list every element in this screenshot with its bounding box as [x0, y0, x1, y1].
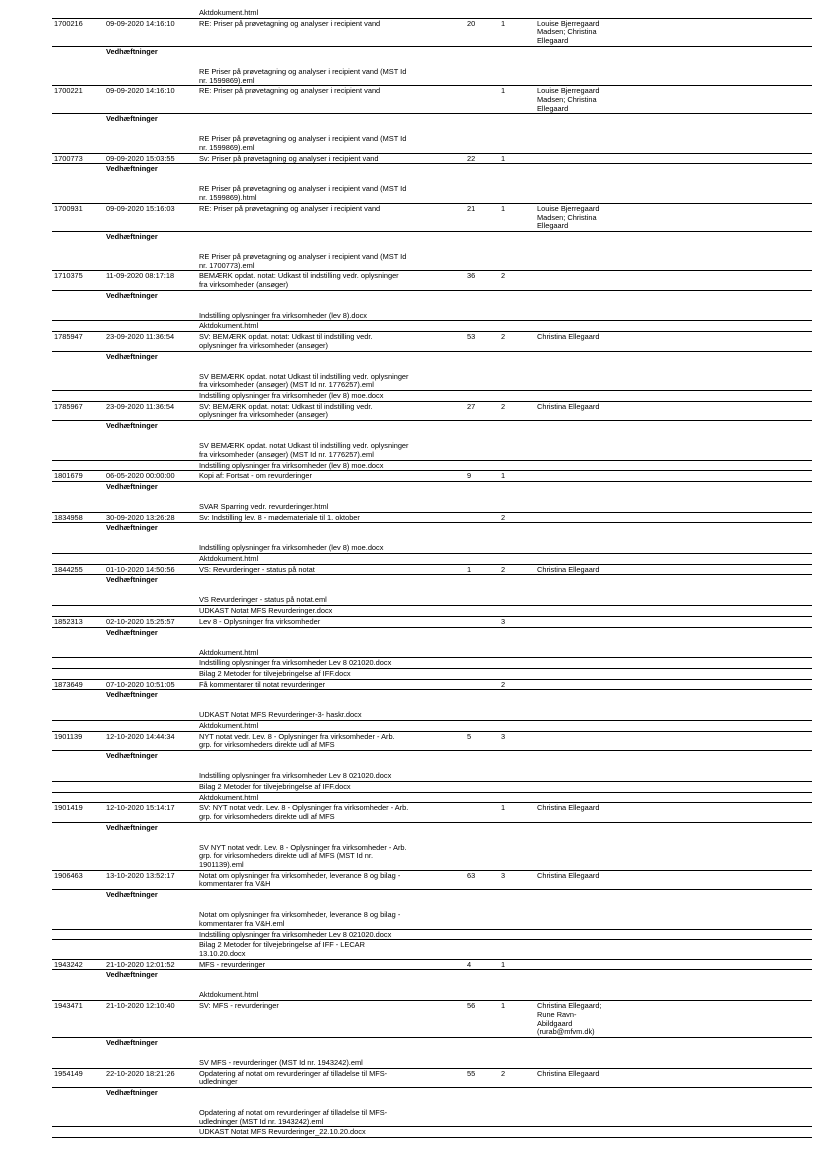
document-subject: RE: Priser på prøvetagning og analyser i recipient vand — [197, 18, 465, 46]
document-status: 2 — [499, 564, 535, 575]
document-id: 1901419 — [52, 803, 104, 822]
spacer-row — [52, 301, 812, 311]
attachments-header-row — [52, 627, 812, 638]
document-recipient: Christina Ellegaard — [535, 401, 812, 420]
document-date: 01-10-2020 14:50:56 — [104, 564, 197, 575]
document-count: 4 — [465, 959, 499, 970]
spacer-row — [52, 242, 812, 252]
document-status: 3 — [499, 870, 535, 889]
attachment-name: Indstilling oplysninger fra virksomheder (lev 8).docx — [199, 310, 368, 320]
attachment-row — [52, 502, 812, 512]
attachments-header-row — [52, 421, 812, 432]
document-row — [52, 401, 812, 420]
attachment-name: Aktdokument.html — [197, 554, 465, 565]
document-subject: NYT notat vedr. Lev. 8 - Oplysninger fra virksomheder - Arb. grp. for virksomheders direkte udl af MFS — [197, 731, 465, 750]
document-count: 36 — [465, 271, 499, 290]
document-count: 21 — [465, 203, 499, 231]
attachment-row — [52, 668, 812, 679]
document-row — [52, 1001, 812, 1038]
attachments-label: Vedhæftninger — [104, 575, 197, 586]
attachments-header-row — [52, 690, 812, 701]
attachments-header-row — [52, 1088, 812, 1099]
document-subject: Få kommentarer til notat revurderinger — [197, 679, 465, 690]
document-subject: RE: Priser på prøvetagning og analyser i recipient vand — [197, 203, 465, 231]
document-id: 1785947 — [52, 332, 104, 351]
document-id: 1700931 — [52, 203, 104, 231]
document-row — [52, 731, 812, 750]
attachments-label: Vedhæftninger — [104, 822, 197, 833]
document-date: 21-10-2020 12:01:52 — [104, 959, 197, 970]
attachment-name: RE Priser på prøvetagning og analyser i recipient vand (MST Id nr. 1700773).eml — [199, 251, 407, 270]
document-row — [52, 616, 812, 627]
spacer-row — [52, 900, 812, 910]
leading-attachment-row — [52, 8, 812, 18]
document-recipient — [535, 512, 812, 523]
spacer-row — [52, 638, 812, 648]
attachments-label: Vedhæftninger — [104, 523, 197, 534]
spacer-row — [52, 761, 812, 771]
attachment-row — [52, 1058, 812, 1068]
document-count — [465, 616, 499, 627]
document-date: 30-09-2020 13:26:28 — [104, 512, 197, 523]
document-date: 09-09-2020 15:03:55 — [104, 153, 197, 164]
document-recipient: Christina Ellegaard — [535, 803, 812, 822]
attachments-label: Vedhæftninger — [104, 970, 197, 981]
document-date: 06-05-2020 00:00:00 — [104, 471, 197, 482]
attachment-row — [52, 606, 812, 617]
attachments-label: Vedhæftninger — [104, 351, 197, 362]
document-date: 13-10-2020 13:52:17 — [104, 870, 197, 889]
spacer-row — [52, 700, 812, 710]
attachment-row — [52, 710, 812, 720]
document-date: 09-09-2020 14:16:10 — [104, 86, 197, 114]
attachment-row — [52, 648, 812, 658]
document-recipient — [535, 471, 812, 482]
document-date: 11-09-2020 08:17:18 — [104, 271, 197, 290]
attachments-label: Vedhæftninger — [104, 290, 197, 301]
attachment-row — [52, 658, 812, 669]
attachment-name: Aktdokument.html — [197, 721, 465, 732]
document-status: 2 — [499, 512, 535, 523]
document-date: 22-10-2020 18:21:26 — [104, 1068, 197, 1087]
attachment-name: UDKAST Notat MFS Revurderinger.docx — [197, 606, 465, 617]
document-recipient — [535, 679, 812, 690]
attachment-row — [52, 843, 812, 871]
attachment-row — [52, 771, 812, 781]
attachments-header-row — [52, 575, 812, 586]
document-subject: SV: NYT notat vedr. Lev. 8 - Oplysninger fra virksomheder - Arb. grp. for virksomheders direkte udl af MFS — [197, 803, 465, 822]
attachment-row — [52, 134, 812, 153]
document-id: 1700221 — [52, 86, 104, 114]
attachment-row — [52, 441, 812, 460]
document-date: 21-10-2020 12:10:40 — [104, 1001, 197, 1038]
document-subject: Opdatering af notat om revurderinger af tilladelse til MFS- udledninger — [197, 1068, 465, 1087]
attachments-label: Vedhæftninger — [104, 231, 197, 242]
document-row — [52, 471, 812, 482]
attachment-name: RE Priser på prøvetagning og analyser i recipient vand (MST Id nr. 1599869).eml — [199, 134, 407, 153]
document-row — [52, 870, 812, 889]
spacer-row — [52, 57, 812, 67]
attachment-row — [52, 252, 812, 271]
attachment-name: Bilag 2 Metoder for tilvejebringelse af IFF.docx — [197, 668, 465, 679]
document-row — [52, 1068, 812, 1087]
document-count: 27 — [465, 401, 499, 420]
document-date: 09-09-2020 14:16:10 — [104, 18, 197, 46]
document-subject: Lev 8 - Oplysninger fra virksomheder — [197, 616, 465, 627]
attachment-name: Aktdokument.html — [199, 647, 259, 657]
document-id: 1834958 — [52, 512, 104, 523]
attachment-row — [52, 595, 812, 605]
document-subject: SV: BEMÆRK opdat. notat: Udkast til indstilling vedr. oplysninger fra virksomheder (ansøger) — [197, 332, 465, 351]
document-status: 2 — [499, 271, 535, 290]
document-subject: Sv: Indstilling lev. 8 - mødemateriale til 1. oktober — [197, 512, 465, 523]
attachments-header-row — [52, 481, 812, 492]
document-count — [465, 512, 499, 523]
attachments-label: Vedhæftninger — [104, 627, 197, 638]
document-subject: BEMÆRK opdat. notat: Udkast til indstilling vedr. oplysninger fra virksomheder (ansøger) — [197, 271, 465, 290]
attachments-header-row — [52, 351, 812, 362]
attachments-label: Vedhæftninger — [104, 890, 197, 901]
spacer-row — [52, 362, 812, 372]
spacer-row — [52, 833, 812, 843]
spacer-row — [52, 533, 812, 543]
attachments-label: Vedhæftninger — [104, 690, 197, 701]
attachments-header-row — [52, 164, 812, 175]
document-row — [52, 679, 812, 690]
document-id: 1710375 — [52, 271, 104, 290]
document-date: 07-10-2020 10:51:05 — [104, 679, 197, 690]
attachment-row — [52, 940, 812, 959]
document-recipient — [535, 959, 812, 970]
document-row — [52, 803, 812, 822]
document-count: 5 — [465, 731, 499, 750]
attachment-name: Notat om oplysninger fra virksomheder, leverance 8 og bilag - kommentarer fra V&H.eml — [199, 910, 401, 928]
document-recipient: Christina Ellegaard — [535, 870, 812, 889]
attachment-row — [52, 311, 812, 321]
attachment-row — [52, 1127, 812, 1138]
document-count: 22 — [465, 153, 499, 164]
attachment-name: RE Priser på prøvetagning og analyser i recipient vand (MST Id nr. 1599869).html — [199, 184, 407, 203]
document-status: 3 — [499, 731, 535, 750]
document-status: 1 — [499, 803, 535, 822]
attachment-row — [52, 929, 812, 940]
attachment-row — [52, 372, 812, 391]
attachments-header-row — [52, 1037, 812, 1048]
attachment-row — [52, 792, 812, 803]
document-row — [52, 271, 812, 290]
attachment-name: Aktdokument.html — [197, 321, 465, 332]
attachment-row — [52, 990, 812, 1000]
document-id: 1901139 — [52, 731, 104, 750]
document-id: 1785967 — [52, 401, 104, 420]
document-id: 1700216 — [52, 18, 104, 46]
attachments-label: Vedhæftninger — [104, 481, 197, 492]
document-status: 2 — [499, 332, 535, 351]
document-status: 1 — [499, 471, 535, 482]
attachment-name: Opdatering af notat om revurderinger af tilladelse til MFS- udledninger (MST Id nr. 1943242).eml — [199, 1108, 388, 1126]
document-date: 12-10-2020 14:44:34 — [104, 731, 197, 750]
document-count: 63 — [465, 870, 499, 889]
attachment-name: UDKAST Notat MFS Revurderinger_22.10.20.docx — [197, 1127, 465, 1138]
document-date: 23-09-2020 11:36:54 — [104, 332, 197, 351]
attachment-name: Aktdokument.html — [197, 792, 465, 803]
attachment-name: UDKAST Notat MFS Revurderinger-3- haskr.docx — [199, 710, 362, 720]
document-recipient: Louise Bjerregaard Madsen; Christina Ellegaard — [535, 203, 812, 231]
attachment-name: Indstilling oplysninger fra virksomheder Lev 8 021020.docx — [199, 771, 392, 781]
attachments-header-row — [52, 822, 812, 833]
attachments-label: Vedhæftninger — [104, 1088, 197, 1099]
attachment-name: Indstilling oplysninger fra virksomheder (lev 8) moe.docx — [197, 390, 465, 401]
document-subject: VS: Revurderinger - status på notat — [197, 564, 465, 575]
attachments-label: Vedhæftninger — [104, 164, 197, 175]
document-id: 1700773 — [52, 153, 104, 164]
attachment-name: Indstilling oplysninger fra virksomheder Lev 8 021020.docx — [197, 658, 465, 669]
attachments-header-row — [52, 751, 812, 762]
document-count — [465, 803, 499, 822]
document-recipient: Christina Ellegaard — [535, 1068, 812, 1087]
attachments-header-row — [52, 114, 812, 125]
document-row — [52, 512, 812, 523]
document-id: 1943242 — [52, 959, 104, 970]
document-subject: Sv: Priser på prøvetagning og analyser i recipient vand — [197, 153, 465, 164]
attachment-name: Indstilling oplysninger fra virksomheder Lev 8 021020.docx — [197, 929, 465, 940]
document-date: 02-10-2020 15:25:57 — [104, 616, 197, 627]
attachment-name: SV MFS - revurderinger (MST Id nr. 1943242).eml — [199, 1057, 363, 1067]
document-status: 2 — [499, 1068, 535, 1087]
attachment-name: SV NYT notat vedr. Lev. 8 - Oplysninger fra virksomheder - Arb. grp. for virksomheders direkte udl af MFS (MST Id nr. 1901139).eml — [199, 842, 407, 870]
attachments-label: Vedhæftninger — [104, 751, 197, 762]
attachments-label: Vedhæftninger — [104, 1037, 197, 1048]
attachment-name: Indstilling oplysninger fra virksomheder (lev 8) moe.docx — [199, 543, 384, 553]
document-date: 09-09-2020 15:16:03 — [104, 203, 197, 231]
spacer-row — [52, 1048, 812, 1058]
document-status: 2 — [499, 679, 535, 690]
attachments-header-row — [52, 970, 812, 981]
attachment-name: RE Priser på prøvetagning og analyser i recipient vand (MST Id nr. 1599869).eml — [199, 66, 407, 85]
attachments-header-row — [52, 890, 812, 901]
attachment-row — [52, 543, 812, 553]
attachment-row — [52, 184, 812, 203]
attachment-name: VS Revurderinger - status på notat.eml — [199, 595, 327, 605]
document-row — [52, 564, 812, 575]
document-subject: Kopi af: Fortsat - om revurderinger — [197, 471, 465, 482]
document-count: 1 — [465, 564, 499, 575]
document-row — [52, 86, 812, 114]
document-id: 1801679 — [52, 471, 104, 482]
document-recipient: Christina Ellegaard — [535, 564, 812, 575]
document-recipient — [535, 271, 812, 290]
document-subject: MFS - revurderinger — [197, 959, 465, 970]
attachment-row — [52, 721, 812, 732]
document-count: 55 — [465, 1068, 499, 1087]
document-status: 1 — [499, 18, 535, 46]
document-status: 2 — [499, 401, 535, 420]
document-row — [52, 332, 812, 351]
attachment-name: SV BEMÆRK opdat. notat Udkast til indstilling vedr. oplysninger fra virksomheder (ansøger) (MST Id nr. 1776257).eml — [199, 371, 409, 390]
attachment-name: Bilag 2 Metoder for tilvejebringelse af IFF.docx — [197, 781, 465, 792]
document-status: 1 — [499, 86, 535, 114]
spacer-row — [52, 1098, 812, 1108]
attachments-label: Vedhæftninger — [104, 114, 197, 125]
spacer-row — [52, 980, 812, 990]
attachment-name: Bilag 2 Metoder for tilvejebringelse af IFF - LECAR 13.10.20.docx — [197, 940, 465, 959]
document-count: 53 — [465, 332, 499, 351]
document-date: 12-10-2020 15:14:17 — [104, 803, 197, 822]
attachment-row — [52, 390, 812, 401]
document-status: 1 — [499, 203, 535, 231]
document-count — [465, 86, 499, 114]
spacer-row — [52, 174, 812, 184]
spacer-row — [52, 124, 812, 134]
document-recipient: Christina Ellegaard; Rune Ravn- Abildgaard (rurab@mfvm.dk) — [535, 1001, 812, 1038]
case-documents-table — [52, 8, 812, 1138]
spacer-row — [52, 585, 812, 595]
document-count: 20 — [465, 18, 499, 46]
attachment-name: SVAR Sparring vedr. revurderinger.html — [199, 501, 329, 511]
document-status: 3 — [499, 616, 535, 627]
attachments-label: Vedhæftninger — [104, 46, 197, 57]
document-count: 9 — [465, 471, 499, 482]
document-recipient — [535, 731, 812, 750]
document-id: 1873649 — [52, 679, 104, 690]
attachments-header-row — [52, 523, 812, 534]
document-recipient: Christina Ellegaard — [535, 332, 812, 351]
document-subject: SV: BEMÆRK opdat. notat: Udkast til indstilling vedr. oplysninger fra virksomheder (ansøger) — [197, 401, 465, 420]
attachment-row — [52, 460, 812, 471]
document-count: 56 — [465, 1001, 499, 1038]
attachment-row — [52, 1108, 812, 1127]
document-recipient — [535, 153, 812, 164]
document-subject: RE: Priser på prøvetagning og analyser i recipient vand — [197, 86, 465, 114]
spacer-row — [52, 492, 812, 502]
attachment-name: SV BEMÆRK opdat. notat Udkast til indstilling vedr. oplysninger fra virksomheder (ansøger) (MST Id nr. 1776257).eml — [199, 441, 409, 459]
document-recipient: Louise Bjerregaard Madsen; Christina Ellegaard — [535, 18, 812, 46]
document-status: 1 — [499, 959, 535, 970]
document-recipient: Louise Bjerregaard Madsen; Christina Ellegaard — [535, 86, 812, 114]
attachment-row — [52, 67, 812, 86]
attachment-name: Aktdokument.html — [199, 990, 259, 1000]
attachment-name: Aktdokument.html — [199, 8, 259, 17]
document-recipient — [535, 616, 812, 627]
document-subject: SV: MFS - revurderinger — [197, 1001, 465, 1038]
document-row — [52, 18, 812, 46]
document-id: 1906463 — [52, 870, 104, 889]
document-row — [52, 153, 812, 164]
document-subject: Notat om oplysninger fra virksomheder, leverance 8 og bilag - kommentarer fra V&H — [197, 870, 465, 889]
document-id: 1844255 — [52, 564, 104, 575]
document-status: 1 — [499, 153, 535, 164]
document-id: 1943471 — [52, 1001, 104, 1038]
document-row — [52, 203, 812, 231]
attachment-row — [52, 781, 812, 792]
attachments-header-row — [52, 46, 812, 57]
document-id: 1852313 — [52, 616, 104, 627]
document-status: 1 — [499, 1001, 535, 1038]
spacer-row — [52, 431, 812, 441]
attachments-label: Vedhæftninger — [104, 421, 197, 432]
attachment-row — [52, 554, 812, 565]
attachment-name: Indstilling oplysninger fra virksomheder (lev 8) moe.docx — [197, 460, 465, 471]
document-id: 1954149 — [52, 1068, 104, 1087]
attachment-row — [52, 910, 812, 929]
attachments-header-row — [52, 231, 812, 242]
document-table-container — [52, 8, 812, 1138]
document-count — [465, 679, 499, 690]
attachments-header-row — [52, 290, 812, 301]
document-date: 23-09-2020 11:36:54 — [104, 401, 197, 420]
attachment-row — [52, 321, 812, 332]
document-row — [52, 959, 812, 970]
